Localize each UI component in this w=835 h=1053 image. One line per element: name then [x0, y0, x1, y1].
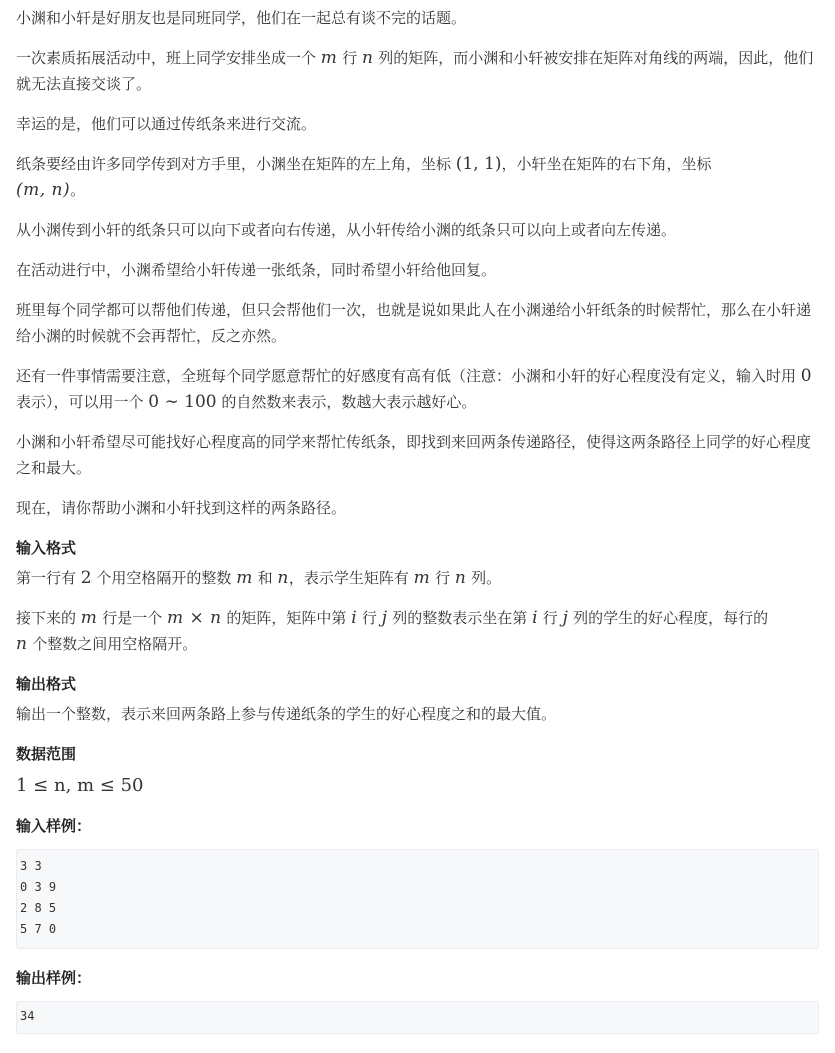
- paragraph-fortunately: 幸运的是，他们可以通过传纸条来进行交流。: [16, 115, 317, 133]
- paragraph-intro: 小渊和小轩是好朋友也是同班同学，他们在一起总有谈不完的话题。: [16, 9, 467, 27]
- text: 一次素质拓展活动中，班上同学安排坐成一个: [16, 49, 317, 67]
- text: 行是一个: [102, 609, 163, 627]
- text: ，小轩坐在矩阵的右下角，坐标: [501, 155, 712, 173]
- data-range-formula: 1 ≤ n, m ≤ 50: [16, 775, 144, 796]
- text: 个用空格隔开的整数: [96, 569, 232, 587]
- math-two: 2: [80, 568, 92, 588]
- math-j: j: [562, 608, 569, 628]
- math-i: i: [351, 608, 358, 628]
- data-range-heading: 数据范围: [16, 745, 77, 763]
- text: 行: [342, 49, 358, 67]
- math-m: m: [320, 48, 338, 68]
- paragraph-seating: [16, 45, 819, 97]
- math-m: m: [413, 568, 431, 588]
- math-i: i: [532, 608, 539, 628]
- math-n: n: [454, 568, 467, 588]
- output-format-text: 输出一个整数，表示来回两条路上参与传递纸条的学生的好心程度之和的最大值。: [16, 705, 557, 723]
- text: ，表示学生矩阵有: [288, 569, 409, 587]
- text: 表示），可以用一个: [16, 393, 144, 411]
- sample-output-code[interactable]: 34: [16, 1001, 819, 1034]
- input-format-line-2: [16, 605, 819, 657]
- paragraph-directions: 从小渊传到小轩的纸条只可以向下或者向右传递，从小轩传给小渊的纸条只可以向上或者向左传递。: [16, 221, 677, 239]
- text: 的矩阵，矩阵中第: [226, 609, 347, 627]
- paragraph-task: 现在，请你帮助小渊和小轩找到这样的两条路径。: [16, 499, 347, 517]
- text: 第一行有: [16, 569, 77, 587]
- output-format-heading: 输出格式: [16, 675, 77, 693]
- text: 。: [70, 181, 86, 199]
- text: 列的矩阵，而小渊和小轩被安排在矩阵对角线的两端，因此，他们就无法直接交谈了。: [16, 49, 814, 93]
- math-zero: 0: [800, 366, 812, 386]
- text: 列的学生的好心程度，每行的: [573, 609, 769, 627]
- paragraph-goal: 小渊和小轩希望尽可能找好心程度高的同学来帮忙传纸条，即找到来回两条传递路径，使得这两条路径上同学的好心程度之和最大。: [16, 433, 812, 477]
- paragraph-help-once: 班里每个同学都可以帮他们传递，但只会帮他们一次，也就是说如果此人在小渊递给小轩纸条的时候帮忙，那么在小轩递给小渊的时候就不会再帮忙，反之亦然。: [16, 301, 812, 345]
- math-n: n: [277, 568, 289, 588]
- text: 接下来的: [16, 609, 77, 627]
- text: 的自然数来表示，数越大表示越好心。: [221, 393, 477, 411]
- sample-input-code[interactable]: 3 3 0 3 9 2 8 5 5 7 0: [16, 849, 819, 949]
- math-n: n: [362, 48, 374, 68]
- math-j: j: [381, 608, 388, 628]
- math-m: m: [80, 608, 98, 628]
- input-format-line-1: [16, 565, 819, 591]
- sample-input-heading: 输入样例：: [16, 817, 92, 835]
- math-coord-end: (m, n): [16, 180, 71, 200]
- text: 行: [435, 569, 451, 587]
- paragraph-coordinates: [16, 151, 819, 203]
- math-coord-start: (1, 1): [455, 154, 502, 174]
- text: 纸条要经由许多同学传到对方手里，小渊坐在矩阵的左上角，坐标: [16, 155, 452, 173]
- text: 还有一件事情需要注意，全班每个同学愿意帮忙的好感度有高有低（注意：小渊和小轩的好心程度没有定义，输入时用: [16, 367, 797, 385]
- paragraph-kindness: [16, 363, 819, 415]
- text: 列。: [471, 569, 502, 587]
- text: 行: [361, 609, 377, 627]
- text: 列的整数表示坐在第: [392, 609, 528, 627]
- math-range: 0 ∼ 100: [148, 392, 217, 412]
- text: 个整数之间用空格隔开。: [32, 635, 198, 653]
- text: 行: [542, 609, 558, 627]
- sample-output-heading: 输出样例：: [16, 969, 92, 987]
- math-m: m: [236, 568, 253, 588]
- text: 和: [257, 569, 273, 587]
- input-format-heading: 输入格式: [16, 539, 77, 557]
- math-m-times-n: m × n: [167, 608, 222, 628]
- paragraph-activity: 在活动进行中，小渊希望给小轩传递一张纸条，同时希望小轩给他回复。: [16, 261, 497, 279]
- math-n: n: [16, 634, 28, 654]
